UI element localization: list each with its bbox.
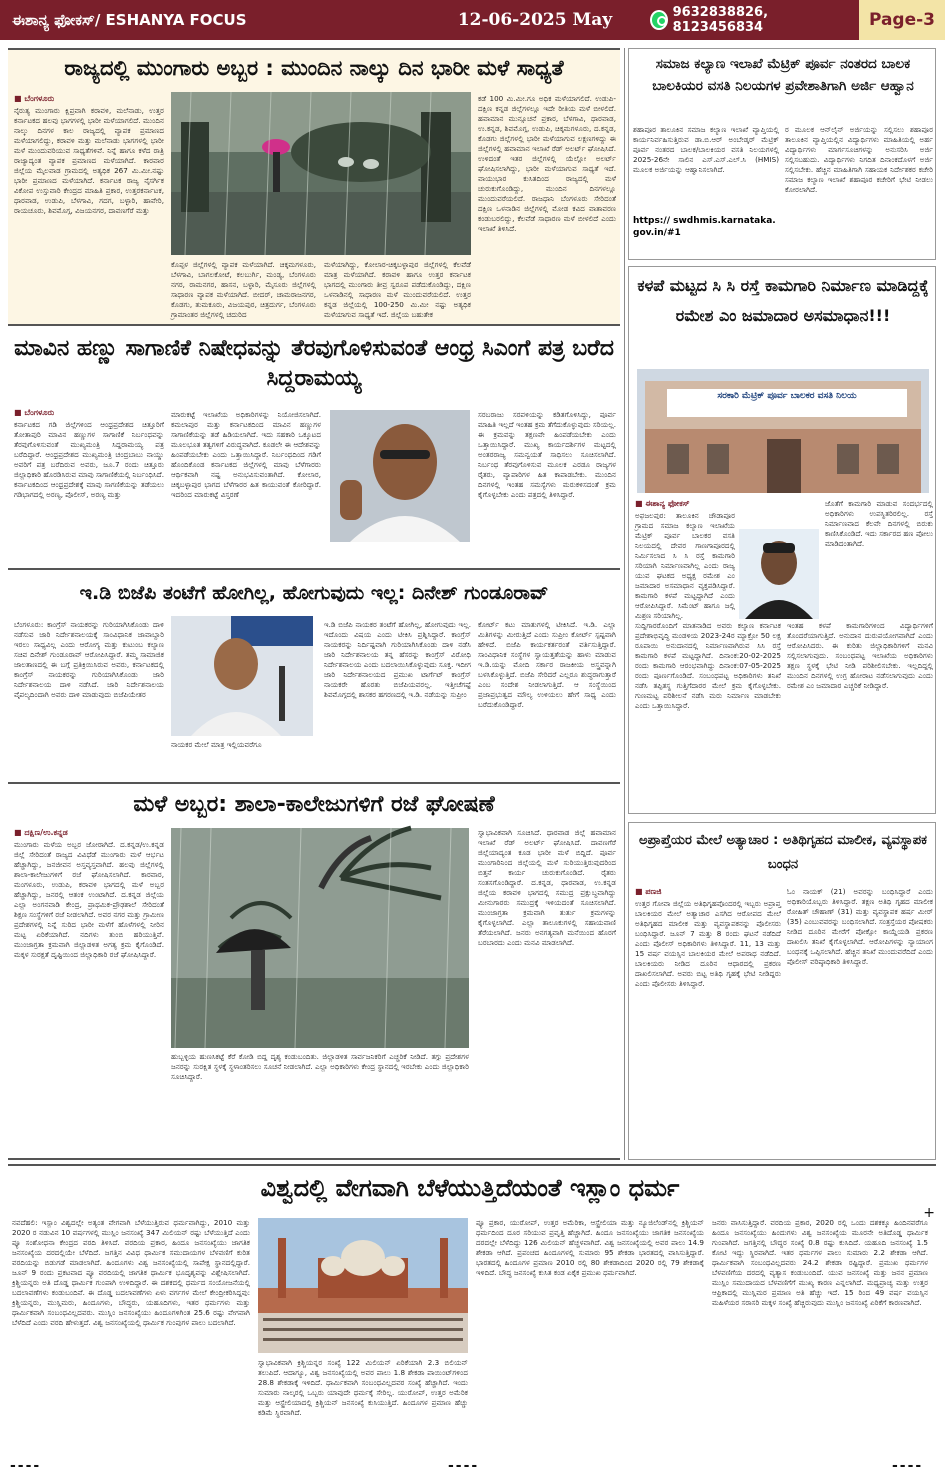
islam-col-4: ಜನರು ವಾಸಿಸುತ್ತಿದ್ದಾರೆ. ವರದಿಯ ಪ್ರಕಾರ, 2020 ರಲ್ಲಿ ಒಂದು ದಶಕಕ್ಕೂ ಹಿಂದಿನವರೆಗೂ ಹಿಂದೂ ಜನಸಂಖ್ಯೆಯು ಹಿಂದುಗಳು ವಿಶ್ವ ಜನಸಂಖ್ಯೆಯ ಮೂರನೇ ಅತಿದೊಡ್ಡ ಧಾರ್ಮಿಕ ಗುಂಪಾಗಿದೆ. ಜಗತ್ತಿನಲ್ಲಿ ಬೌದ್ಧರ ಸಂಖ್ಯೆ 0.8 ರಷ್ಟು ಕುಸಿದಿದೆ. ಯಹೂದಿ ಜನಸಂಖ್ಯೆ 1.5 ಕೋಟಿ ಇದ್ದು ಸ್ಥಿರವಾಗಿದೆ. ಇತರ ಧರ್ಮಗಳ ಪಾಲು ಸುಮಾರು 2.2 ಶೇಕಡಾ ಆಗಿದೆ. ಧಾರ್ಮಿಕವಾಗಿ ಸಂಬಂಧವಿಲ್ಲದವರು 24.2 ಶೇಕಡಾ ರಷ್ಟಿದ್ದಾರೆ. ಪ್ರಮುಖ ಧರ್ಮಗಳ ಬೆಳವಣಿಗೆಯ ದರದಲ್ಲಿ ವ್ಯತ್ಯಾಸ ಕಂಡುಬಂದಿದೆ. ಯುವ ಜನಸಂಖ್ಯೆ ಮತ್ತು ಜನನ ಪ್ರಮಾಣ ಮುಸ್ಲಿಂ ಸಮುದಾಯದ ಬೆಳವಣಿಗೆಗೆ ಮುಖ್ಯ ಕಾರಣ ಎನ್ನಲಾಗಿದೆ. ಮಧ್ಯಪ್ರಾಚ್ಯ ಮತ್ತು ಉತ್ತರ ಆಫ್ರಿಕಾದಲ್ಲಿ ಮುಸ್ಲಿಮರ ಪ್ರಮಾಣ ಅತಿ ಹೆಚ್ಚು ಇದೆ. 15 ರಿಂದ 49 ವರ್ಷ ವಯಸ್ಸಿನ ಮಹಿಳೆಯರ ಸರಾಸರಿ ಮಕ್ಕಳ ಸಂಖ್ಯೆ ಹೆಚ್ಚಿರುವುದು ಮುಸ್ಲಿಂ ಜನಸಂಖ್ಯೆ ಏರಿಕೆಗೆ ಕಾರಣವಾಗಿದೆ. — [712, 1218, 928, 1307]
road-col-2: ಜೊತೆಗೆ ಕಾಮಗಾರಿ ಮಾಡುವ ಸಂದರ್ಭದಲ್ಲಿ ಅಧಿಕಾರಿಗಳು ಉಪಸ್ಥಿತರಿರಲಿಲ್ಲ. ರಸ್ತೆ ನಿರ್ಮಾಣವಾದ ಕೆಲವೇ ದಿನಗಳಲ್ಲಿ ಬಿರುಕು ಕಾಣಿಸಿಕೊಂಡಿದೆ. ಇದು ಸರ್ಕಾರದ ಹಣ ಪೋಲು ಮಾಡಿದಂತಾಗಿದೆ. — [825, 499, 933, 548]
building-sign-text: ಸರಕಾರಿ ಮೆಟ್ರಿಕ್ ಪೂರ್ವ ಬಾಲಕರ ವಸತಿ ನಿಲಯ — [717, 391, 857, 401]
article-mango — [8, 330, 620, 570]
article-monsoon — [8, 48, 620, 326]
hostel-col-2: ರ ಮೂಲಕ ಆನ್‌ಲೈನ್ ಅರ್ಜಿಯನ್ನು ಸಲ್ಲಿಸಲು ಶಹಾಪೂರ ತಾಲೂಕಿನ ವ್ಯಾಪ್ತಿಯಲ್ಲಿನ ವಿದ್ಯಾರ್ಥಿಗಳು ಮಾಹಿತಿಯಲ್ಲಿ ಅರ್ಹ ವಿದ್ಯಾರ್ಥಿಗಳು ಮಾರ್ಗಸೂಚಿಗಳನ್ನು ಅನುಸರಿಸಿ ಅರ್ಜಿ ಸಲ್ಲಿಸಬಹುದು. ವಿದ್ಯಾರ್ಥಿಗಳು ನಿಗದಿತ ದಿನಾಂಕದೊಳಗೆ ಅರ್ಜಿ ಸಲ್ಲಿಸಬೇಕು. ಹೆಚ್ಚಿನ ಮಾಹಿತಿಗಾಗಿ ಸಹಾಯಕ ನಿರ್ದೇಶಕರ ಕಚೇರಿ ಸಮಾಜ ಕಲ್ಯಾಣ ಇಲಾಖೆ ಶಹಾಪೂರ ಕಚೇರಿಗೆ ಭೇಟಿ ನೀಡಲು ಕೋರಲಾಗಿದೆ. — [785, 125, 933, 194]
hostel-col-1: ಶಹಾಪೂರ ತಾಲೂಕಿನ ಸಮಾಜ ಕಲ್ಯಾಣ ಇಲಾಖೆ ವ್ಯಾಪ್ತಿಯಲ್ಲಿ ಕಾರ್ಯನಿರ್ವಹಿಸುತ್ತಿರುವ ಡಾ.ಬಿ.ಆರ್ ಅಂಬೇಡ್ಕರ್ ಮೆಟ್ರಿಕ್ ಪೂರ್ವ ನಂತರದ ಬಾಲಕ/ಬಾಲಕಿಯರ ವಸತಿ ನಿಲಯಗಳಲ್ಲಿ 2025-26ನೇ ಸಾಲಿನ ಎಸ್.ಎಸ್.ಎಲ್.ಸಿ (HMIS) ಮೂಲಕ ಅರ್ಜಿಯನ್ನು ಆಹ್ವಾನಿಸಲಾಗಿದೆ. — [633, 125, 779, 174]
mango-col-2: ಮಾರುಕಟ್ಟೆ ಇಲಾಖೆಯ ಅಧಿಕಾರಿಗಳನ್ನು ನಿಯೋಜಿಸಲಾಗಿದೆ. ಕಮಲಾಪುರ ಮತ್ತು ಕರ್ನಾಟಕದಿಂದ ಮಾವಿನ ಹಣ್ಣುಗಳ ಸಾಗಾಣಿಕೆಯನ್ನು ತಡೆ ಹಿಡಿಯಲಾಗಿದೆ. ಇದು ಸಹಕಾರಿ ಒಕ್ಕೂಟದ ಮೂಲಭೂತ ತತ್ವಗಳಿಗೆ ವಿರುದ್ಧವಾಗಿದೆ. ಕೂಡಲೇ ಈ ಆದೇಶವನ್ನು ಹಿಂಪಡೆಯಬೇಕು ಎಂದು ಒತ್ತಾಯಿಸಿದ್ದಾರೆ. ನಿರ್ಬಂಧದಿಂದ ಗಡಿಗೆ ಹೊಂದಿಕೊಂಡ ಕರ್ನಾಟಕದ ಜಿಲ್ಲೆಗಳಲ್ಲಿ ಮಾವು ಬೆಳೆಗಾರರು ಆರ್ಥಿಕವಾಗಿ ನಷ್ಟ ಅನುಭವಿಸುವಂತಾಗಿದೆ. ಕೋಲಾರ, ಚಿಕ್ಕಬಳ್ಳಾಪುರ ಭಾಗದ ಬೆಳೆಗಾರರ ಹಿತ ಕಾಯುವಂತೆ ಕೋರಿದ್ದಾರೆ. ಇದರಿಂದ ಮಾರುಕಟ್ಟೆ ವಿಸ್ತರಣೆ — [171, 410, 321, 499]
article-islam — [8, 1168, 932, 1458]
footer-dash-mid: ---- — [448, 1458, 480, 1474]
headline-atrocity: ಅಪ್ರಾಪ್ತೆಯರ ಮೇಲೆ ಅತ್ಯಾಚಾರ : ಅತಿಥಿಗೃಹದ ಮಾಲೀಕ, ವ್ಯವಸ್ಥಾಪಕ ಬಂಧನ — [639, 833, 927, 872]
masthead — [0, 0, 945, 40]
column-divider — [624, 48, 625, 1160]
road-col-3: ಸುದ್ದಿಗಾರರೊಂದಿಗೆ ಮಾತನಾಡಿದ ಅವರು ಕಲ್ಯಾಣ ಕರ್ನಾಟಕ ಪ್ರದೇಶಾಭಿವೃದ್ಧಿ ಮಂಡಳಿಯ 2023-24ರ ಮ್ಯಾಕ್ರೋ 50 ಲಕ್ಷ ರೂಪಾಯಿ ಅನುದಾನದಲ್ಲಿ ನಿರ್ಮಾಣವಾಗಿರುವ ಸಿಸಿ ರಸ್ತೆ ಕಾಮಗಾರಿ ಕಳಪೆ ಮಟ್ಟದ್ದಾಗಿದೆ. ದಿನಾಂಕ:20-02-2025 ರಂದು ಕಾಮಗಾರಿ ಆರಂಭವಾಗಿದ್ದು ದಿನಾಂಕ:07-05-2025 ರಂದು ಪೂರ್ಣಗೊಂಡಿದೆ. ಸಂಬಂಧಪಟ್ಟ ಅಧಿಕಾರಿಗಳು ತನಿಖೆ ನಡೆಸಿ ತಪ್ಪಿತಸ್ಥ ಗುತ್ತಿಗೆದಾರರ ಮೇಲೆ ಕ್ರಮ ಕೈಗೊಳ್ಳಬೇಕು. ಗುಣಮಟ್ಟ ಪರಿಶೀಲನೆ ನಡೆಸಿ ಮರು ನಿರ್ಮಾಣ ಮಾಡಬೇಕು ಎಂದು ಒತ್ತಾಯಿಸಿದ್ದಾರೆ. — [635, 621, 781, 710]
monsoon-col-1: ನೈರುತ್ಯ ಮುಂಗಾರು ಕ್ಷಿಪ್ರವಾಗಿ ಕರಾವಳಿ, ಮಲೆನಾಡು, ಉತ್ತರ ಕರ್ನಾಟಕದ ಹಲವು ಭಾಗಗಳಲ್ಲಿ ಭಾರೀ ಮಳೆಯಾಗಲಿದೆ. ಮುಂದಿನ ನಾಲ್ಕು ದಿನಗಳ ಕಾಲ ರಾಜ್ಯದಲ್ಲಿ ವ್ಯಾಪಕ ಪ್ರಮಾಣದ ಮಳೆಯಾಗಲಿದ್ದು, ಕರಾವಳಿ ಮತ್ತು ಮಲೆನಾಡು ಭಾಗಗಳಲ್ಲಿ ಭಾರೀ ಮಳೆ ಮುಂದುವರಿಯುವ ಸಾಧ್ಯತೆಗಳಿವೆ. ನಿನ್ನೆ ಹಾಗೂ ಕಳೆದ ರಾತ್ರಿ ರಾಜ್ಯಾದ್ಯಂತ ವ್ಯಾಪಕ ಪ್ರಮಾಣದ ಮಳೆಯಾಗಿದೆ. ಕಾರವಾರ ಜಿಲ್ಲೆಯ ಮೈಲವಾಡ ಗ್ರಾಮದಲ್ಲಿ ಅತ್ಯಧಿಕ 267 ಮಿ.ಮೀ.ನಷ್ಟು ಭಾರೀ ಪ್ರಮಾಣದ ಮಳೆಯಾಗಿದೆ. ಕರ್ನಾಟಕ ರಾಜ್ಯ ನೈಸರ್ಗಿಕ ವಿಕೋಪ ಉಸ್ತುವಾರಿ ಕೇಂದ್ರದ ಮಾಹಿತಿ ಪ್ರಕಾರ, ಉತ್ತರಕರ್ನಾಟಕ, ಧಾರವಾಡ, ಉಡುಪಿ, ಬೆಳಗಾವಿ, ಗದಗ, ಬಳ್ಳಾರಿ, ಹಾವೇರಿ, ರಾಯಚೂರು, ಶಿವಮೊಗ್ಗ, ವಿಜಯನಗರ, ದಾವಣಗೆರೆ ಮತ್ತು — [14, 106, 164, 215]
article-atrocity — [628, 822, 936, 1160]
crop-mark-icon: + — [923, 1205, 935, 1221]
rain-col-2: ಹುಬ್ಬಳ್ಳಿಯ ಹುಣಸಿಕಟ್ಟೆ ಕೆರೆ ಕೋಡಿ ಬಿದ್ದ ದೃಶ್ಯ ಕಂಡುಬಂದಿತು. ಜಿಲ್ಲಾಡಳಿತ ಸಾರ್ವಜನಿಕರಿಗೆ ಎಚ್ಚರಿಕೆ ನೀಡಿದೆ. ತಗ್ಗು ಪ್ರದೇಶಗಳ ಜನರನ್ನು ಸುರಕ್ಷಿತ ಸ್ಥಳಕ್ಕೆ ಸ್ಥಳಾಂತರಿಸಲು ಸೂಚನೆ ನೀಡಲಾಗಿದೆ. ಎಲ್ಲಾ ಅಧಿಕಾರಿಗಳು ಕೇಂದ್ರ ಸ್ಥಾನದಲ್ಲಿ ಇರಬೇಕು ಎಂದು ಜಿಲ್ಲಾಧಿಕಾರಿ ಸೂಚಿಸಿದ್ದಾರೆ. — [171, 1052, 469, 1081]
siddaramaiah-photo — [330, 410, 470, 542]
ed-col-2: ನಾಯಕರ ಮೇಲೆ ಮಾತ್ರ ಇಲ್ಲಿಯವರೆಗೂ — [171, 740, 262, 749]
headline-islam: ವಿಶ್ವದಲ್ಲಿ ವೇಗವಾಗಿ ಬೆಳೆಯುತ್ತಿದೆಯಂತೆ ಇಸ್ಲಾಂ ಧರ್ಮ — [260, 1174, 680, 1202]
headline-rain-school: ಮಳೆ ಅಬ್ಬರ: ಶಾಲಾ-ಕಾಲೇಜುಗಳಿಗೆ ರಜೆ ಘೋಷಣೆ — [133, 792, 495, 817]
monsoon-col-4: ಕಡೆ 100 ಮಿ.ಮೀ.ಗೂ ಅಧಿಕ ಮಳೆಯಾಗಲಿದೆ. ಉಡುಪಿ-ದಕ್ಷಿಣ ಕನ್ನಡ ಜಿಲ್ಲೆಗಳಲ್ಲೂ ಇದೇ ರೀತಿಯ ಮಳೆ ಬೀಳಲಿದೆ. ಹವಾಮಾನ ಮುನ್ಸೂಚನೆ ಪ್ರಕಾರ, ಬೆಳಗಾವಿ, ಧಾರವಾಡ, ಉ.ಕನ್ನಡ, ಶಿವಮೊಗ್ಗ, ಉಡುಪಿ, ಚಿಕ್ಕಮಗಳೂರು, ದ.ಕನ್ನಡ, ಕೊಡಗು ಜಿಲ್ಲೆಗಳಲ್ಲಿ ಭಾರೀ ಮಳೆಯಾಗುವ ಲಕ್ಷಣಗಳಿದ್ದು ಈ ಜಿಲ್ಲೆಗಳಲ್ಲಿ ಹವಾಮಾನ ಇಲಾಖೆ ರೆಡ್ ಅಲರ್ಟ್ ಘೋಷಿಸಿದೆ. ಉಳಿದಂತೆ ಇತರ ಜಿಲ್ಲೆಗಳಲ್ಲಿ ಯೆಲ್ಲೋ ಅಲರ್ಟ್ ಘೋಷಿಸಲಾಗಿದ್ದು, ಭಾರೀ ಮಳೆಯಾಗುವ ಸಾಧ್ಯತೆ ಇದೆ. ವಾಯುಭಾರ ಕುಸಿತದಿಂದ ರಾಜ್ಯದಲ್ಲಿ ಮಳೆ ಚುರುಕುಗೊಂಡಿದ್ದು, ಮುಂದಿನ ದಿನಗಳಲ್ಲೂ ಮುಂದುವರೆಯಲಿದೆ. ರಾಜಧಾನಿ ಬೆಂಗಳೂರು ಸೇರಿದಂತೆ ದಕ್ಷಿಣ ಒಳನಾಡಿನ ಜಿಲ್ಲೆಗಳಲ್ಲಿ ಮೋಡ ಕವಿದ ವಾತಾವರಣ ಕಂಡುಬರಲಿದ್ದು, ಕೆಲವೆಡೆ ಸಾಧಾರಣ ಮಳೆ ಬೀಳಲಿದೆ ಎಂದು ಇಲಾಖೆ ತಿಳಿಸಿದೆ. — [478, 94, 616, 233]
page-number: Page-3 — [859, 0, 945, 40]
mango-col-1: ಕರ್ನಾಟಕದ ಗಡಿ ಜಿಲ್ಲೆಗಳಿಂದ ಆಂಧ್ರಪ್ರದೇಶದ ಚಿತ್ತೂರಿಗೆ ತೋತಾಪುರಿ ಮಾವಿನ ಹಣ್ಣುಗಳ ಸಾಗಾಣಿಕೆ ನಿರ್ಬಂಧವನ್ನು ತೆರವುಗೊಳಿಸುವಂತೆ ಮುಖ್ಯಮಂತ್ರಿ ಸಿದ್ದರಾಮಯ್ಯ ಪತ್ರ ಬರೆದಿದ್ದಾರೆ. ಆಂಧ್ರಪ್ರದೇಶದ ಮುಖ್ಯಮಂತ್ರಿ ಚಂದ್ರಬಾಬು ನಾಯ್ಡು ಅವರಿಗೆ ಪತ್ರ ಬರೆದಿರುವ ಅವರು, ಜೂ.7 ರಂದು ಚಿತ್ತೂರು ಜಿಲ್ಲಾಧಿಕಾರಿ ಹೊರಡಿಸಿರುವ ಮಾವು ಸಾಗಾಣಿಕೆಯಲ್ಲಿ ನಿರ್ಬಂಧಿಸಿದೆ. ಕರ್ನಾಟಕದಿಂದ ಆಂಧ್ರಪ್ರದೇಶಕ್ಕೆ ಮಾವು ಸಾಗಣಿಕೆಯನ್ನು ತಡೆಯಲು ಗಡಿಭಾಗದಲ್ಲಿ ಅರಣ್ಯ, ಪೊಲೀಸ್, ಅರಣ್ಯ ಮತ್ತು — [14, 420, 164, 499]
ed-col-1: ಬೆಂಗಳೂರು: ಕಾಂಗ್ರೆಸ್ ನಾಯಕರನ್ನು ಗುರಿಯಾಗಿಸಿಕೊಂಡು ದಾಳಿ ನಡೆಸುವ ಜಾರಿ ನಿರ್ದೇಶನಾಲಯಕ್ಕೆ ಸಾಂವಿಧಾನಿಕ ಜಾವಾಬ್ದಾರಿ ಇರಲು ಸಾಧ್ಯವಿಲ್ಲ ಎಂದು ಆರೋಗ್ಯ ಮತ್ತು ಕುಟುಂಬ ಕಲ್ಯಾಣ ಸಚಿವ ದಿನೇಶ್ ಗುಂಡೂರಾವ್ ಆರೋಪಿಸಿದ್ದಾರೆ. ತಮ್ಮ ಸಾಮಾಜಿಕ ಜಾಲತಾಣದಲ್ಲಿ ಈ ಬಗ್ಗೆ ಪ್ರತಿಕ್ರಿಯಿಸಿರುವ ಅವರು, ಕರ್ನಾಟಕದಲ್ಲಿ ಕಾಂಗ್ರೆಸ್ ನಾಯಕರನ್ನು ಗುರಿಯಾಗಿಸಿಕೊಂಡು ಜಾರಿ ನಿರ್ದೇಶನಾಲಯ ದಾಳಿ ನಡೆಸಿದೆ. ಜಾರಿ ನಿರ್ದೇಶನಾಲಯ ವೈಪಲ್ಯದಿಂದಾಗಿ ಅವರು ದಾಳಿ ಮಾಡುವುದು ಬಿಜೆಪಿಯೇತರ — [14, 620, 164, 699]
islam-top-rule — [8, 1164, 936, 1166]
dateline-mango: ■ ಬೆಂಗಳೂರು — [14, 408, 55, 417]
phone-text: 9632838826, 8123456834 — [672, 5, 769, 35]
atrocity-col-1: ಉತ್ತರ ಗೋವಾ ಜಿಲ್ಲೆಯ ಅತಿಥಿಗೃಹವೊಂದರಲ್ಲಿ ಇಬ್ಬರು ಅಪ್ರಾಪ್ತ ಬಾಲಕಿಯರ ಮೇಲೆ ಅತ್ಯಾಚಾರ ಎಸಗಿದ ಆರೋಪದ ಮೇಲೆ ಅತಿಥಿಗೃಹದ ಮಾಲೀಕ ಮತ್ತು ವ್ಯವಸ್ಥಾಪಕನನ್ನು ಪೊಲೀಸರು ಬಂಧಿಸಿದ್ದಾರೆ. ಜೂನ್ 7 ಮತ್ತು 8 ರಂದು ಘಟನೆ ನಡೆದಿದೆ ಎಂದು ಪೊಲೀಸ್ ಅಧಿಕಾರಿಗಳು ತಿಳಿಸಿದ್ದಾರೆ. 11, 13 ಮತ್ತು 15 ವರ್ಷ ವಯಸ್ಸಿನ ಬಾಲಕಿಯರ ಮೇಲೆ ಅಪರಾಧ ನಡೆದಿದೆ. ಬಾಲಕಿಯರು ನೀಡಿದ ದೂರಿನ ಆಧಾರದಲ್ಲಿ ಪ್ರಕರಣ ದಾಖಲಿಸಲಾಗಿದೆ. ಅವರು ಬಿಟ್ಟ ಅತಿಥಿ ಗೃಹಕ್ಕೆ ಭೇಟಿ ನೀಡಿದ್ದರು ಎಂದು ಪೊಲೀಸರು ತಿಳಿಸಿದ್ದಾರೆ. — [635, 899, 781, 988]
dateline-rain-school: ■ ದಕ್ಷಿಣ/ಉ.ಕನ್ನಡ — [14, 828, 68, 837]
contact-numbers — [650, 5, 835, 35]
monsoon-col-2: ಕೊಪ್ಪಳ ಜಿಲ್ಲೆಗಳಲ್ಲಿ ವ್ಯಾಪಕ ಮಳೆಯಾಗಿದೆ. ಚಿಕ್ಕಮಗಳೂರು, ಬೆಳಗಾವಿ, ಬಾಗಲಕೋಟೆ, ಕಲಬುರ್ಗಿ, ಮಂಡ್ಯ, ಬೆಂಗಳೂರು ನಗರ, ರಾಮನಗರ, ಹಾಸನ, ಬಳ್ಳಾರಿ, ಮೈಸೂರು ಜಿಲ್ಲೆಗಳಲ್ಲಿ ಸಾಧಾರಣ ವ್ಯಾಪಕ ಮಳೆಯಾಗಿದೆ. ಬೀದರ್, ಚಾಮರಾಜನಗರ, ಕೊಡಗು, ತುಮಕೂರು, ವಿಜಯಪುರ, ಚಿತ್ರದುರ್ಗ, ಬೆಂಗಳೂರು ಗ್ರಾಮಾಂತರ ಜಿಲ್ಲೆಗಳಲ್ಲಿ ಚದುರಿದ — [171, 260, 316, 319]
article-ed — [8, 576, 620, 784]
footer-dash-left: ---- — [10, 1458, 42, 1474]
road-col-4: ಇಂತಹ ಕಳಪೆ ಕಾಮಗಾರಿಗಳಿಂದ ವಿದ್ಯಾರ್ಥಿಗಳಿಗೆ ತೊಂದರೆಯಾಗುತ್ತಿದೆ. ಅನುದಾನ ದುರುಪಯೋಗವಾಗಿದೆ ಎಂದು ಆರೋಪಿಸಿದರು. ಈ ಕುರಿತು ಜಿಲ್ಲಾಧಿಕಾರಿಗಳಿಗೆ ಮನವಿ ಸಲ್ಲಿಸಲಾಗುವುದು. ಸಂಬಂಧಪಟ್ಟ ಇಲಾಖೆಯ ಅಧಿಕಾರಿಗಳು ತಕ್ಷಣ ಸ್ಥಳಕ್ಕೆ ಭೇಟಿ ನೀಡಿ ಪರಿಶೀಲಿಸಬೇಕು. ಇಲ್ಲದಿದ್ದಲ್ಲಿ ಮುಂದಿನ ದಿನಗಳಲ್ಲಿ ಉಗ್ರ ಹೋರಾಟ ನಡೆಸಲಾಗುವುದು ಎಂದು ರಮೇಶ ಎಂ ಜಮಾದಾರ ಎಚ್ಚರಿಕೆ ನೀಡಿದ್ದಾರೆ. — [787, 621, 933, 690]
dateline-atrocity: ■ ಪಣಜಿ — [635, 887, 662, 896]
mosque-photo — [258, 1218, 468, 1353]
mango-col-3: ಸರಬರಾಜು ಸರಪಳಿಯನ್ನು ಕಡಿತಗೊಳಿಸಿದ್ದು, ಪೂರ್ವ ಮಾಹಿತಿ ಇಲ್ಲದೆ ಇಂತಹ ಕ್ರಮ ತೆಗೆದುಕೊಳ್ಳುವುದು ಸರಿಯಲ್ಲ. ಈ ಕ್ರಮವನ್ನು ತಕ್ಷಣವೇ ಹಿಂಪಡೆಯಬೇಕು ಎಂದು ಒತ್ತಾಯಿಸಿದ್ದಾರೆ. ಮುಖ್ಯ ಕಾರ್ಯದರ್ಶಿಗಳ ಮಟ್ಟದಲ್ಲಿ ಅಂತರರಾಜ್ಯ ಸಮನ್ವಯತೆ ಸಾಧಿಸಲು ಸೂಚಿಸಲಾಗಿದೆ. ನಿರ್ಬಂಧ ತೆರವುಗೊಳಿಸುವ ಮೂಲಕ ಎರಡೂ ರಾಜ್ಯಗಳ ರೈತರು, ವ್ಯಾಪಾರಿಗಳ ಹಿತ ಕಾಪಾಡಬೇಕು. ಮುಂದಿನ ದಿನಗಳಲ್ಲಿ ಇಂತಹ ಸಮಸ್ಯೆಗಳು ಮರುಕಳಿಸದಂತೆ ಕ್ರಮ ಕೈಗೊಳ್ಳಬೇಕು ಎಂದು ಪತ್ರದಲ್ಲಿ ತಿಳಿಸಿದ್ದಾರೆ. — [478, 410, 616, 499]
article-hostel — [628, 48, 936, 260]
rain-col-3: ಸ್ವಾಭಾವಿಕವಾಗಿ ಸೂಚಿಸಿದೆ. ಧಾರವಾಡ ಜಿಲ್ಲೆ ಹವಾಮಾನ ಇಲಾಖೆ ರೆಡ್ ಅಲರ್ಟ್ ಘೋಷಿಸಿದೆ. ದಾವಣಗೆರೆ ಜಿಲ್ಲೆಯಾದ್ಯಂತ ಕೂಡ ಭಾರೀ ಮಳೆ ಬಿದ್ದಿದೆ. ಪೂರ್ವ ಮುಂಗಾರಿನಿಂದ ಜಿಲ್ಲೆಯಲ್ಲಿ ಮಳೆ ಸುರಿಯುತ್ತಿರುವುದರಿಂದ ಬಿತ್ತನೆ ಕಾರ್ಯ ಚುರುಕುಗೊಂಡಿದೆ. ರೈತರು ಸಂತಸಗೊಂಡಿದ್ದಾರೆ. ದ.ಕನ್ನಡ, ಧಾರವಾಡ, ಉ.ಕನ್ನಡ ಜಿಲ್ಲೆಯ ಕರಾವಳಿ ಭಾಗದಲ್ಲಿ ಸಮುದ್ರ ಪ್ರಕ್ಷುಬ್ಧವಾಗಿದ್ದು ಮೀನುಗಾರರು ಸಮುದ್ರಕ್ಕೆ ಇಳಿಯದಂತೆ ಸೂಚಿಸಲಾಗಿದೆ. ಮುಂಜಾಗ್ರತಾ ಕ್ರಮವಾಗಿ ತುರ್ತು ಕ್ರಮಗಳನ್ನು ಕೈಗೊಳ್ಳಲಾಗಿದೆ. ಎಲ್ಲಾ ತಾಲೂಕುಗಳಲ್ಲಿ ಸಹಾಯವಾಣಿ ತೆರೆಯಲಾಗಿದೆ. ಜನರು ಅನಗತ್ಯವಾಗಿ ಮನೆಯಿಂದ ಹೊರಗೆ ಬರಬಾರದು ಎಂದು ಮನವಿ ಮಾಡಲಾಗಿದೆ. — [478, 828, 616, 947]
rain-umbrella-photo — [171, 828, 469, 1048]
ed-col-4: ಕೋರ್ಟ್ ಕಟು ಮಾತುಗಳಲ್ಲಿ ಟೀಕಿಸಿದೆ. ಇ.ಡಿ. ಎಲ್ಲಾ ಮಿತಿಗಳನ್ನು ಮೀರುತ್ತಿದೆ ಎಂದು ಸುಪ್ರೀಂ ಕೋರ್ಟ್ ಸ್ಪಷ್ಟವಾಗಿ ಹೇಳಿದೆ. ಬಿಜೆಪಿ ಕಾರ್ಯಕರ್ತರಂತೆ ವರ್ತಿಸುತ್ತಿದ್ದಾರೆ. ಸಾಂವಿಧಾನಿಕ ಸಂಸ್ಥೆಗಳ ಸ್ವಾಯತ್ತತೆಯನ್ನು ಹಾಳು ಮಾಡುವ ಇ.ಡಿ.ಯನ್ನು ಮೋದಿ ಸರ್ಕಾರ ರಾಜಕೀಯ ಅಸ್ತ್ರವನ್ನಾಗಿ ಬಳಸಿಕೊಳ್ಳುತ್ತಿದೆ. ಬಿಜೆಪಿ ಸೇರಿದರೆ ಎಲ್ಲರೂ ಶುದ್ಧರಾಗುತ್ತಾರೆ ಎಂಬ ಸಂದೇಶ ನೀಡಲಾಗುತ್ತಿದೆ. ಆ ಸಂಸ್ಥೆಯಿಂದ ಪ್ರಜಾಪ್ರಭುತ್ವದ ಮೌಲ್ಯ ಉಳಿಯಲು ಹೇಗೆ ಸಾಧ್ಯ ಎಂದು ಬರೆದುಕೊಂಡಿದ್ದಾರೆ. — [478, 620, 616, 709]
islam-col-2: ಸ್ವಾಭಾವಿಕವಾಗಿ ಕ್ರಿಶ್ಚಿಯನ್ನರ ಸಂಖ್ಯೆ 122 ಮಿಲಿಯನ್ ಏರಿಕೆಯಾಗಿ 2.3 ಬಿಲಿಯನ್ ತಲುಪಿದೆ. ಆದಾಗ್ಯೂ, ವಿಶ್ವ ಜನಸಂಖ್ಯೆಯಲ್ಲಿ ಅವರ ಪಾಲು 1.8 ಶೇಕಡಾ ಪಾಯಿಂಟ್‌ಗಳಿಂದ 28.8 ಶೇಕಡಾಕ್ಕೆ ಇಳಿದಿದೆ. ಧಾರ್ಮಿಕವಾಗಿ ಸಂಬಂಧವಿಲ್ಲದವರ ಸಂಖ್ಯೆ ಹೆಚ್ಚಾಗಿದೆ. ಇಂದು ಸುಮಾರು ನಾಲ್ಕರಲ್ಲಿ ಒಬ್ಬರು ಯಾವುದೇ ಧರ್ಮಕ್ಕೆ ಸೇರಿಲ್ಲ. ಯುರೋಪ್, ಉತ್ತರ ಅಮೆರಿಕ ಮತ್ತು ಆಸ್ಟ್ರೇಲಿಯಾದಲ್ಲಿ ಕ್ರಿಶ್ಚಿಯನ್ ಜನಸಂಖ್ಯೆ ಕುಸಿಯುತ್ತಿದೆ. ಹಿಂದೂಗಳ ಪ್ರಮಾಣ ಹೆಚ್ಚು ಕಡಿಮೆ ಸ್ಥಿರವಾಗಿದೆ. — [258, 1358, 468, 1417]
hostel-building-photo — [637, 369, 929, 493]
monsoon-col-3: ಮಳೆಯಾಗಿದ್ದು, ಕೋಲಾರ-ಚಿಕ್ಕಬಳ್ಳಾಪುರ ಜಿಲ್ಲೆಗಳಲ್ಲಿ ಕೆಲವೆಡೆ ಮಾತ್ರ ಮಳೆಯಾಗಿದೆ. ಕರಾವಳಿ ಹಾಗೂ ಉತ್ತರ ಕರ್ನಾಟಕ ಭಾಗದಲ್ಲಿ ಮುಂಗಾರು ತೀವ್ರ ಸ್ವರೂಪ ಪಡೆದುಕೊಂಡಿದ್ದು, ದಕ್ಷಿಣ ಒಳನಾಡಿನಲ್ಲಿ ಸಾಧಾರಣ ಮಳೆ ಮುಂದುವರೆಯಲಿದೆ. ಉತ್ತರ ಕನ್ನಡ ಜಿಲ್ಲೆಯಲ್ಲಿ 100-250 ಮಿ.ಮೀ ನಷ್ಟು ಅತ್ಯಧಿಕ ಮಳೆಯಾಗುವ ಸಾಧ್ಯತೆ ಇದೆ. ಜಿಲ್ಲೆಯ ಬಹುತೇಕ — [324, 260, 471, 319]
headline-road: ಕಳಪೆ ಮಟ್ಟದ ಸಿ ಸಿ ರಸ್ತೆ ಕಾಮಗಾರಿ ನಿರ್ಮಾಣ ಮಾಡಿದ್ದಕ್ಕೆ ರಮೇಶ ಎಂ ಜಮಾದಾರ ಅಸಮಾಧಾನ!!! — [637, 276, 929, 325]
issue-date: 12-06-2025 May — [457, 10, 613, 30]
brand-title: ಈಶಾನ್ಯ ಫೋಕಸ್/ ESHANYA FOCUS — [12, 11, 247, 29]
dateline-monsoon: ■ ಬೆಂಗಳೂರು — [14, 94, 55, 103]
monsoon-rain-photo — [171, 92, 471, 255]
atrocity-col-2: ಓಂ ನಾಯಕ್ (21) ಅವರನ್ನು ಬಂಧಿಸಿದ್ದಾರೆ ಎಂದು ಅಧಿಕಾರಿಯೊಬ್ಬರು ತಿಳಿಸಿದ್ದಾರೆ. ತಕ್ಷಣ ಅತಿಥಿ ಗೃಹದ ಮಾಲೀಕ ರೋಹಿತ್ ಚೌಹಾಣ್ (31) ಮತ್ತು ವ್ಯವಸ್ಥಾಪಕ ಹರ್ಷ ಮೀರ್ (35) ಎಂಬುವವರನ್ನು ಬಂಧಿಸಲಾಗಿದೆ. ಸಂತ್ರಸ್ತೆಯರ ಪೋಷಕರು ನೀಡಿದ ದೂರಿನ ಮೇರೆಗೆ ಪೋಕ್ಸೋ ಕಾಯ್ದೆಯಡಿ ಪ್ರಕರಣ ದಾಖಲಿಸಿ ತನಿಖೆ ಕೈಗೊಳ್ಳಲಾಗಿದೆ. ಆರೋಪಿಗಳನ್ನು ನ್ಯಾಯಾಂಗ ಬಂಧನಕ್ಕೆ ಒಪ್ಪಿಸಲಾಗಿದೆ. ಹೆಚ್ಚಿನ ತನಿಖೆ ಮುಂದುವರೆದಿದೆ ಎಂದು ಪೊಲೀಸ್ ವರಿಷ್ಠಾಧಿಕಾರಿ ತಿಳಿಸಿದ್ದಾರೆ. — [787, 887, 933, 966]
whatsapp-icon — [650, 10, 668, 30]
footer-dash-right: ---- — [892, 1458, 924, 1474]
road-col-1: ಅಫಜಲಪುರ: ತಾಲೂಕಿನ ಚೌಡಾಪೂರ ಗ್ರಾಮದ ಸಮಾಜ ಕಲ್ಯಾಣ ಇಲಾಖೆಯ ಮೆಟ್ರಿಕ್ ಪೂರ್ವ ಬಾಲಕರ ವಸತಿ ನಿಲಯದಲ್ಲಿ ದೇವರ ಗಾಣಗಾಪೂರದಲ್ಲಿ ನಿರ್ಮಿಸಲಾದ ಸಿ ಸಿ ರಸ್ತೆ ಕಾಮಗಾರಿ ಸರಿಯಾಗಿ ನಿರ್ಮಾಣವಾಗಿಲ್ಲ ಎಂದು ರಾಜ್ಯ ಯುವ ಘಟಕದ ಅಧ್ಯಕ್ಷ ರಮೇಶ ಎಂ ಜಮಾದಾರ ಅಸಮಾಧಾನ ವ್ಯಕ್ತಪಡಿಸಿದ್ದಾರೆ. ಕಾಮಗಾರಿ ಕಳಪೆ ಮಟ್ಟದ್ದಾಗಿದೆ ಎಂದು ಆರೋಪಿಸಿದ್ದಾರೆ. ಸಿಮೆಂಟ್ ಹಾಗೂ ಜಲ್ಲಿ ಮಿಶ್ರಣ ಸರಿಯಾಗಿಲ್ಲ. — [635, 511, 735, 620]
headline-mango: ಮಾವಿನ ಹಣ್ಣು ಸಾಗಾಣಿಕೆ ನಿಷೇಧವನ್ನು ತೆರವುಗೊಳಿಸುವಂತೆ ಆಂಧ್ರ ಸಿಎಂಗೆ ಪತ್ರ ಬರೆದ ಸಿದ್ದರಾಮಯ್ಯ — [14, 336, 614, 391]
headline-monsoon: ರಾಜ್ಯದಲ್ಲಿ ಮುಂಗಾರು ಅಬ್ಬರ : ಮುಂದಿನ ನಾಲ್ಕು ದಿನ ಭಾರೀ ಮಳೆ ಸಾಧ್ಯತೆ — [64, 56, 564, 80]
islam-col-3: ಪ್ಯೂ ಪ್ರಕಾರ, ಯುರೋಪ್, ಉತ್ತರ ಅಮೆರಿಕಾ, ಆಸ್ಟ್ರೇಲಿಯಾ ಮತ್ತು ನ್ಯೂಜಿಲೆಂಡ್‌ನಲ್ಲಿ ಕ್ರಿಶ್ಚಿಯನ್ ಧರ್ಮದಿಂದ ದೂರ ಸರಿಯುವ ಪ್ರವೃತ್ತಿ ಹೆಚ್ಚಾಗಿದೆ. ಹಿಂದೂ ಜನಸಂಖ್ಯೆಯು ಜಾಗತಿಕ ಜನಸಂಖ್ಯೆಯ ದರದಲ್ಲೇ ಬೆಳೆದಿದ್ದು 126 ಮಿಲಿಯನ್‌ ಹೆಚ್ಚಳವಾಗಿದೆ. ವಿಶ್ವ ಜನಸಂಖ್ಯೆಯಲ್ಲಿ ಅವರ ಪಾಲು 14.9 ಶೇಕಡಾ ಆಗಿದೆ. ಪ್ರಪಂಚದ ಹಿಂದೂಗಳಲ್ಲಿ ಸುಮಾರು 95 ಶೇಕಡಾ ಭಾರತದಲ್ಲಿ ವಾಸಿಸುತ್ತಿದ್ದಾರೆ. ಭಾರತದಲ್ಲಿ ಹಿಂದೂಗಳ ಪ್ರಮಾಣ 2010 ರಲ್ಲಿ 80 ಶೇಕಡಾದಿಂದ 2020 ರಲ್ಲಿ 79 ಶೇಕಡಾಕ್ಕೆ ಇಳಿದಿದೆ. ಬೌದ್ಧ ಜನಸಂಖ್ಯೆ ಕುಸಿತ ಕಂಡ ಏಕೈಕ ಪ್ರಮುಖ ಧರ್ಮವಾಗಿದೆ. — [476, 1218, 704, 1277]
headline-ed: ಇ.ಡಿ ಬಿಜೆಪಿ ತಂಟೆಗೆ ಹೋಗಿಲ್ಲ, ಹೋಗುವುದು ಇಲ್ಲ: ದಿನೇಶ್ ಗುಂಡೂರಾವ್ — [79, 582, 549, 604]
hostel-url-link[interactable]: https:// swdhmis.karnataka.gov.in/#1 — [633, 216, 776, 238]
article-rain-school — [8, 788, 620, 1160]
rain-col-1: ಮುಂಗಾರು ಮಳೆಯ ಅಬ್ಬರ ಜೋರಾಗಿದೆ. ದ.ಕನ್ನಡ/ಉ.ಕನ್ನಡ ಜಿಲ್ಲೆ ಸೇರಿದಂತೆ ರಾಜ್ಯದ ವಿವಿಧೆಡೆ ಮುಂಗಾರು ಮಳೆ ಆರ್ಭಟ ಹೆಚ್ಚಾಗಿದ್ದು, ಜನಜೀವನ ಅಸ್ತವ್ಯಸ್ತವಾಗಿದೆ. ಹಲವು ಜಿಲ್ಲೆಗಳಲ್ಲಿ ಶಾಲಾ-ಕಾಲೇಜುಗಳಿಗೆ ರಜೆ ಘೋಷಿಸಲಾಗಿದೆ. ಕಾರವಾರ, ಮಂಗಳೂರು, ಉಡುಪಿ, ಕರಾವಳಿ ಭಾಗದಲ್ಲಿ ಮಳೆ ಅಬ್ಬರ ಹೆಚ್ಚಾಗಿದ್ದು, ಜನರಲ್ಲಿ ಆತಂಕ ಉಂಟಾಗಿದೆ. ದ.ಕನ್ನಡ ಜಿಲ್ಲೆಯ ಎಲ್ಲಾ ಅಂಗನವಾಡಿ ಕೇಂದ್ರ, ಪ್ರಾಥಮಿಕ-ಪ್ರೌಢಶಾಲೆ ಸೇರಿದಂತೆ ಶಿಕ್ಷಣ ಸಂಸ್ಥೆಗಳಿಗೆ ರಜೆ ನೀಡಲಾಗಿದೆ. ಅವರ ನಗರ ಮತ್ತು ಗ್ರಾಮೀಣ ಪ್ರದೇಶಗಳಲ್ಲಿ ನಿನ್ನೆ ಸುರಿದ ಭಾರೀ ಮಳೆಗೆ ಹೊಳೆಗಳಲ್ಲಿ ನೀರಿನ ಮಟ್ಟ ಏರಿಕೆಯಾಗಿದೆ. ನದಿಗಳು ತುಂಬಿ ಹರಿಯುತ್ತಿವೆ. ಮುಂಜಾಗ್ರತಾ ಕ್ರಮವಾಗಿ ಜಿಲ್ಲಾಡಳಿತ ಅಗತ್ಯ ಕ್ರಮ ಕೈಗೊಂಡಿದೆ. ಮಕ್ಕಳ ಸುರಕ್ಷತೆ ದೃಷ್ಟಿಯಿಂದ ಜಿಲ್ಲಾಧಿಕಾರಿ ರಜೆ ಘೋಷಿಸಿದ್ದಾರೆ. — [14, 840, 164, 959]
ramesh-jamadar-photo — [739, 529, 819, 619]
dinesh-gundurao-photo — [171, 616, 313, 736]
islam-col-1: ನವದೆಹಲಿ: ಇಸ್ಲಾಂ ವಿಶ್ವದಲ್ಲೇ ಅತ್ಯಂತ ವೇಗವಾಗಿ ಬೆಳೆಯುತ್ತಿರುವ ಧರ್ಮವಾಗಿದ್ದು, 2010 ಮತ್ತು 2020 ರ ನಡುವಿನ 10 ವರ್ಷಗಳಲ್ಲಿ ಮುಸ್ಲಿಂ ಜನಸಂಖ್ಯೆ 347 ಮಿಲಿಯನ್ ರಷ್ಟು ಬೆಳೆಯುತ್ತಿದೆ ಎಂದು ಪ್ಯೂ ಸಂಶೋಧನಾ ಕೇಂದ್ರದ ವರದಿ ತಿಳಿಸಿದೆ. ವರದಿಯ ಪ್ರಕಾರ, ಹಿಂದೂ ಜನಸಂಖ್ಯೆಯು ಜಾಗತಿಕ ಜನಸಂಖ್ಯೆಯ ದರದಲ್ಲಿಯೇ ಬೆಳೆದಿದೆ. ಜಗತ್ತಿನ ವಿವಿಧ ಧಾರ್ಮಿಕ ಸಮುದಾಯಗಳ ಬೆಳವಣಿಗೆ ಕುರಿತ ವರದಿಯನ್ನು ಬಿಡುಗಡೆ ಮಾಡಲಾಗಿದೆ. ಹಿಂದೂಗಳು ವಿಶ್ವ ಜನಸಂಖ್ಯೆಯಲ್ಲಿ ಸಾಪೇಕ್ಷ ಸ್ಥಾನದಲ್ಲಿದ್ದಾರೆ. ಜೂನ್ 9 ರಂದು ಪ್ರಕಟವಾದ ಪ್ಯೂ ವರದಿಯಲ್ಲಿ ಜಾಗತಿಕ ಧಾರ್ಮಿಕ ಭೂದೃಶ್ಯವನ್ನು ವಿಶ್ಲೇಷಿಸಲಾಗಿದೆ. ಕ್ರಿಶ್ಚಿಯನ್ನರು ಅತಿ ದೊಡ್ಡ ಧಾರ್ಮಿಕ ಗುಂಪಾಗಿ ಉಳಿದಿದ್ದಾರೆ. ಈ ದಶಕದಲ್ಲಿ ಧರ್ಮದ ಸಂಯೋಜನೆಯಲ್ಲಿ ಬದಲಾವಣೆಗಳು ಕಂಡುಬಂದಿವೆ. ಈ ದೊಡ್ಡ ಬದಲಾವಣೆಗಳು ಏಳು ವರ್ಗಗಳ ಮೇಲೆ ಕೇಂದ್ರೀಕರಿಸಿದ್ದವು: ಕ್ರಿಶ್ಚಿಯನ್ನರು, ಮುಸ್ಲಿಮರು, ಹಿಂದೂಗಳು, ಬೌದ್ಧರು, ಯಹೂದಿಗಳು, ಇತರ ಧರ್ಮಗಳು ಮತ್ತು ಧಾರ್ಮಿಕವಾಗಿ ಸಂಬಂಧವಿಲ್ಲದವರು. ಮುಸ್ಲಿಂ ಜನಸಂಖ್ಯೆಯು ಹಿಂದೂಗಳಿಗಿಂತ 25.6 ರಷ್ಟು ವೇಗವಾಗಿ ಬೆಳೆದಿದೆ ಎಂದು ವರದಿ ಹೇಳುತ್ತದೆ. ವಿಶ್ವ ಜನಸಂಖ್ಯೆಯಲ್ಲಿ ಧಾರ್ಮಿಕ ಗುಂಪುಗಳ ಪಾಲು ಬದಲಾಗಿದೆ. — [12, 1218, 250, 1327]
article-road — [628, 266, 936, 814]
dateline-road: ■ ಈಶಾನ್ಯ ಫೋಕಸ್ — [635, 499, 690, 508]
ed-col-3: ಇ.ಡಿ ಬಿಜೆಪಿ ನಾಯಕರ ತಂಟೆಗೆ ಹೋಗಿಲ್ಲ, ಹೋಗುವುದು ಇಲ್ಲ. ಇದೊಂದು ವಿಷಯ ಎಂದು ಟೀಕಿಸಿ ಪ್ರಶ್ನಿಸಿದ್ದಾರೆ. ಕಾಂಗ್ರೆಸ್ ನಾಯಕರನ್ನು ನಿರ್ದಿಷ್ಟವಾಗಿ ಗುರಿಯಾಗಿಸಿಕೊಂಡು ದಾಳಿ ನಡೆಸಿ ಜಾರಿ ನಿರ್ದೇಶನಾಲಯ ತನ್ನ ಹೆಸರನ್ನು ಕಾಂಗ್ರೆಸ್ ವಿರೋಧಿ ನಿರ್ದೇಶನಾಲಯ ಎಂದು ಬದಲಾಯಿಸಿಕೊಳ್ಳುವುದು ಸೂಕ್ತ. ಇದೀಗ ಜಾರಿ ನಿರ್ದೇಶನಾಲಯದ ಪ್ರಮುಖ ಟಾರ್ಗೆಟ್ ಕಾಂಗ್ರೆಸ್ ನಾಯಕರೇ ಹೊರತು ಬಿಜೆಪಿಯವರಲ್ಲ. ಇತ್ತೀಚೆಗಷ್ಟೆ ಶಿವಮೊಗ್ಗದಲ್ಲಿ ಶಾಸಕರ ಹಗರಣದಲ್ಲಿ ಇ.ಡಿ. ನಡೆಯನ್ನು ಸುಪ್ರೀಂ — [324, 620, 471, 699]
headline-hostel: ಸಮಾಜ ಕಲ್ಯಾಣ ಇಲಾಖೆ ಮೆಟ್ರಿಕ್ ಪೂರ್ವ ನಂತರದ ಬಾಲಕ ಬಾಲಕಿಯರ ವಸತಿ ನಿಲಯಗಳ ಪ್ರವೇಶಾತಿಗಾಗಿ ಅರ್ಜಿ ಆಹ್ವಾನ — [652, 56, 914, 94]
